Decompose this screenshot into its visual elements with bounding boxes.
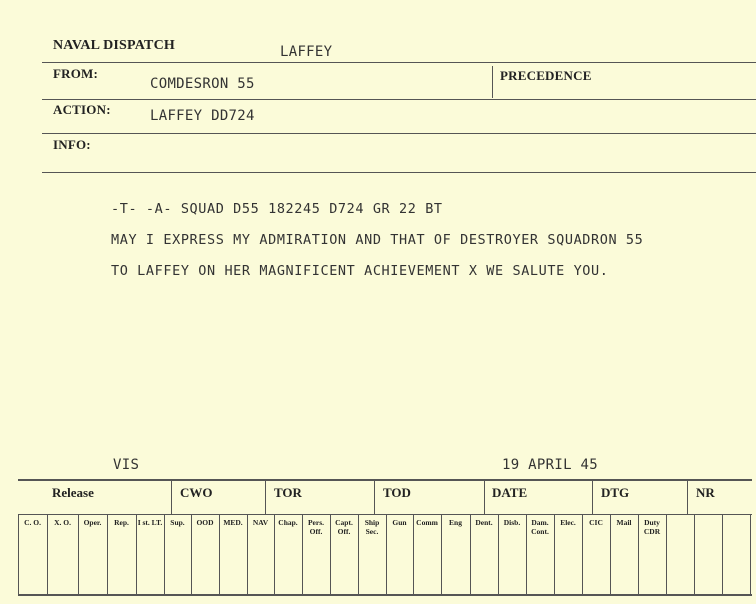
precedence-label: PRECEDENCE (500, 68, 592, 83)
cwo-header: CWO (180, 485, 213, 500)
divider (171, 480, 172, 514)
divider (484, 480, 485, 514)
divider (666, 515, 667, 594)
routing-cell-label: Rep. (114, 518, 129, 527)
nr-header: NR (696, 485, 715, 500)
divider (18, 514, 752, 515)
release-header: Release (52, 485, 94, 500)
from-label: FROM: (53, 66, 99, 81)
transmission-method: VIS (113, 457, 140, 473)
from-value: COMDESRON 55 (150, 76, 255, 92)
routing-cell-label: Eng (449, 518, 462, 527)
routing-cell-label: Dam. Cont. (531, 518, 549, 536)
routing-cell-label: OOD (196, 518, 214, 527)
date-header: DATE (492, 485, 528, 500)
divider (18, 594, 752, 596)
divider (750, 515, 751, 594)
routing-cell-label: X. O. (54, 518, 71, 527)
routing-cell-label: MED. (223, 518, 243, 527)
routing-cell-label: Elec. (560, 518, 576, 527)
routing-cell-label: CIC (589, 518, 603, 527)
divider (265, 480, 266, 514)
routing-cell-label: Disb. (503, 518, 521, 527)
divider (42, 172, 756, 173)
routing-cell-label: I st. LT. (137, 518, 163, 527)
divider (18, 479, 752, 481)
dtg-header: DTG (601, 485, 630, 500)
routing-cell-label: Duty CDR (643, 518, 661, 536)
info-label: INFO: (53, 137, 91, 152)
routing-cell-label: Sup. (170, 518, 185, 527)
routing-cell-label: Mail (616, 518, 632, 527)
routing-cell-label: Gun (392, 518, 407, 527)
message-line-3: TO LAFFEY ON HER MAGNIFICENT ACHIEVEMENT X WE SALUTE YOU. (111, 263, 609, 279)
divider (42, 133, 756, 134)
divider (687, 480, 688, 514)
ship-name-typed: LAFFEY (280, 44, 333, 60)
form-title: NAVAL DISPATCH (53, 38, 175, 53)
dispatch-date: 19 APRIL 45 (502, 457, 599, 473)
divider (592, 480, 593, 514)
routing-cell-label: Comm (416, 518, 438, 527)
routing-cell-label: Pers. Off. (307, 518, 325, 536)
message-line-1: -T- -A- SQUAD D55 182245 D724 GR 22 BT (111, 201, 443, 217)
divider (42, 99, 756, 100)
message-line-2: MAY I EXPRESS MY ADMIRATION AND THAT OF DESTROYER SQUADRON 55 (111, 232, 644, 248)
divider (492, 66, 493, 98)
routing-cell-label: Oper. (83, 518, 102, 527)
routing-cell-label: Capt. Off. (335, 518, 353, 536)
routing-cell-label: C. O. (24, 518, 41, 527)
divider (694, 515, 695, 594)
action-value: LAFFEY DD724 (150, 108, 255, 124)
routing-cell-label: NAV (252, 518, 269, 527)
routing-cell-label: Dent. (475, 518, 493, 527)
divider (722, 515, 723, 594)
routing-cell-label: Chap. (278, 518, 298, 527)
tod-header: TOD (383, 485, 411, 500)
tor-header: TOR (274, 485, 302, 500)
routing-cell-label: Ship Sec. (364, 518, 380, 536)
action-label: ACTION: (53, 102, 111, 117)
divider (374, 480, 375, 514)
divider (42, 62, 756, 63)
